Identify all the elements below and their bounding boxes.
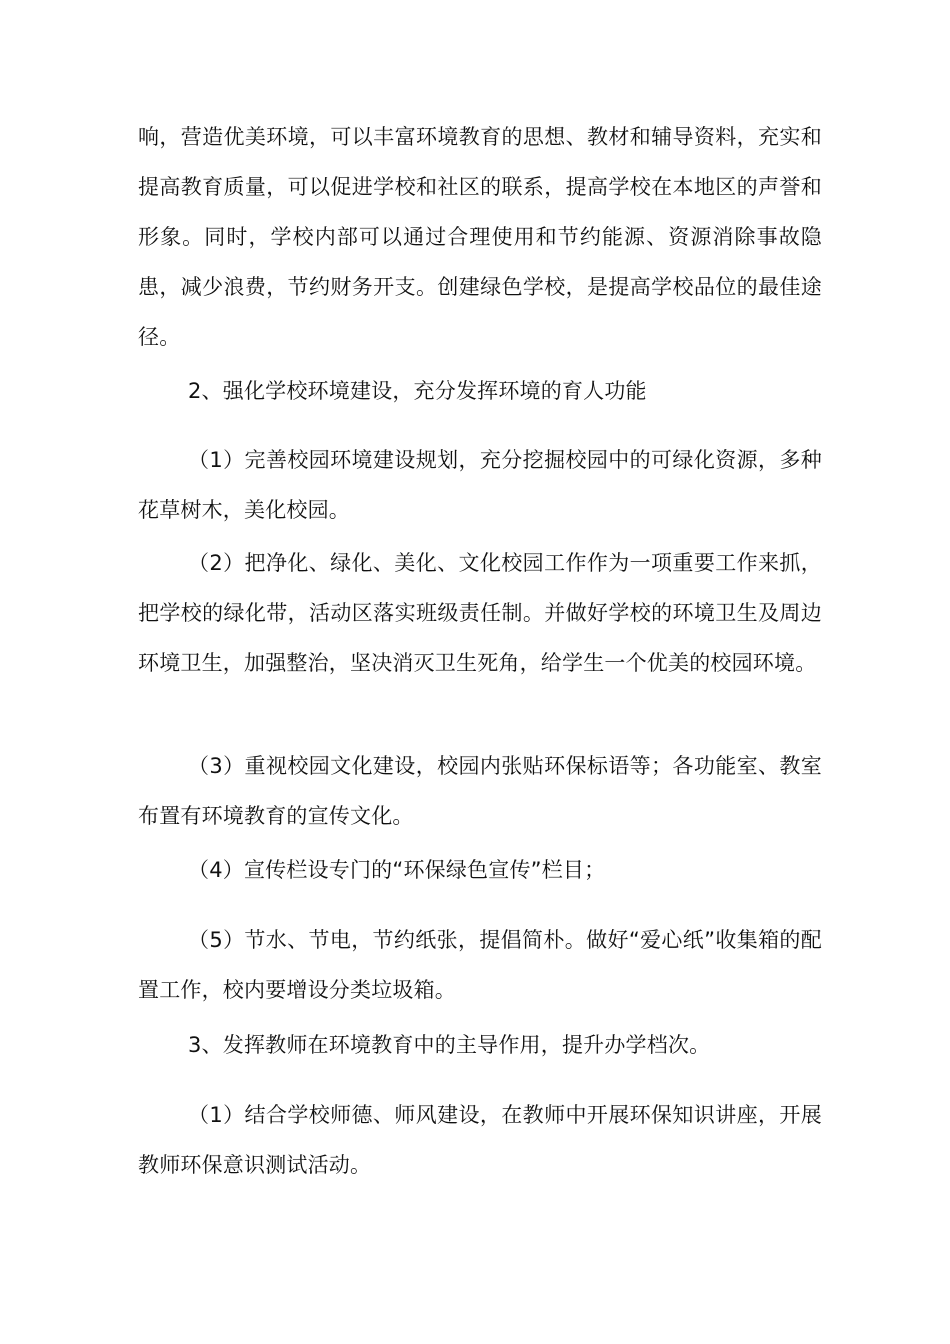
list-item-2-2: （2）把净化、绿化、美化、文化校园工作作为一项重要工作来抓，把学校的绿化带，活动区落实班级责任制。并做好学校的环境卫生及周边环境卫生，加强整治，坚决消灭卫生死角，给学生一个优美的校园环境。 <box>138 551 822 675</box>
list-item-2-5: （5）节水、节电，节约纸张，提倡简朴。做好“爱心纸”收集箱的配置工作，校内要增设分类垃圾箱。 <box>138 928 822 1002</box>
list-item-2-1: （1）完善校园环境建设规划，充分挖掘校园中的可绿化资源，多种花草树木，美化校园。 <box>138 448 822 522</box>
section-heading-3: 3、发挥教师在环境教育中的主导作用，提升办学档次。 <box>188 1033 711 1057</box>
section-heading-2: 2、强化学校环境建设，充分发挥环境的育人功能 <box>188 379 647 403</box>
list-item-3-1: （1）结合学校师德、师风建设，在教师中开展环保知识讲座，开展教师环保意识测试活动。 <box>138 1103 822 1177</box>
paragraph-continuation: 响，营造优美环境，可以丰富环境教育的思想、教材和辅导资料，充实和提高教育质量，可以促进学校和社区的联系，提高学校在本地区的声誉和形象。同时，学校内部可以通过合理使用和节约能源、资源消除事故隐患，减少浪费，节约财务开支。创建绿色学校，是提高学校品位的最佳途径。 <box>138 125 822 349</box>
list-item-2-3: （3）重视校园文化建设，校园内张贴环保标语等；各功能室、教室布置有环境教育的宣传文化。 <box>138 754 822 828</box>
list-item-2-4: （4）宣传栏设专门的“环保绿色宣传”栏目； <box>188 858 606 882</box>
